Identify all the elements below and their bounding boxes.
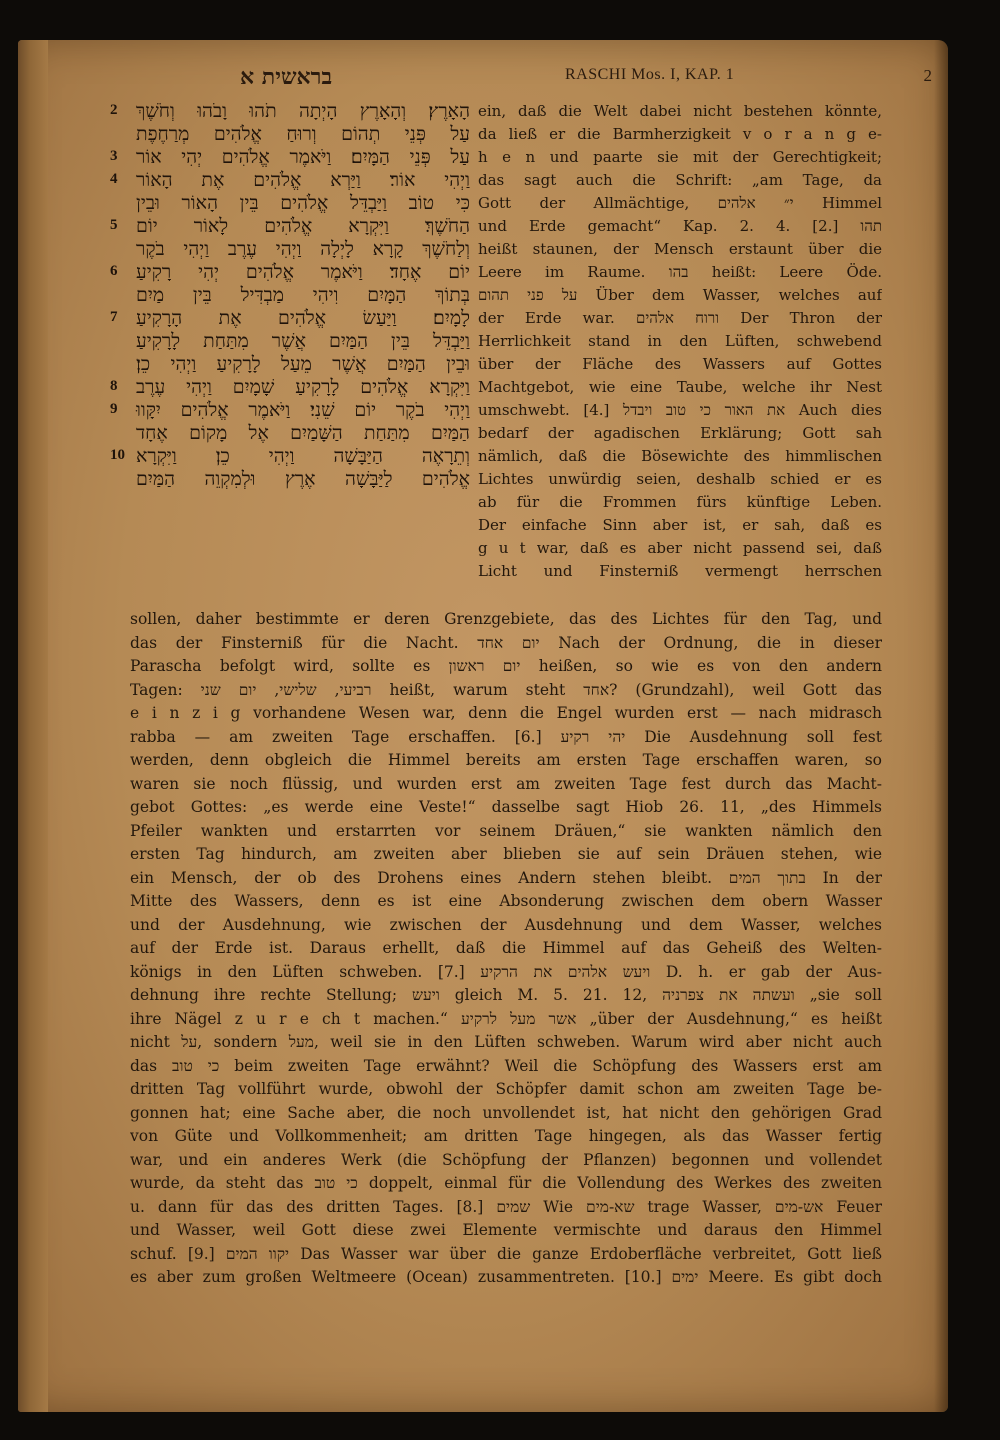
hebrew-line — [110, 192, 470, 215]
commentary-line: heißt staunen, der Mensch erstaunt über die — [478, 240, 882, 258]
verse-number: 9 — [110, 401, 118, 417]
hebrew-line — [110, 238, 470, 261]
verse-number: 3 — [110, 148, 118, 164]
verse-number: 5 — [110, 217, 118, 233]
commentary-line: wurde, da steht das כי טוב doppelt, einmal für die Vollendung des Werkes des zweiten — [130, 1174, 882, 1192]
commentary-line: auf der Erde ist. Daraus erhellt, daß die Himmel auf das Geheiß des Welten- — [130, 939, 882, 957]
commentary-line: nicht על, sondern מעל, weil sie in den Lüften schweben. Warum wird aber nicht auch — [130, 1033, 882, 1051]
commentary-line: da ließ er die Barmherzigkeit v o r a n g e- — [478, 125, 882, 143]
commentary-line: rabba — am zweiten Tage erschaffen. [6.] יהי רקיע Die Ausdehnung soll fest — [130, 727, 882, 746]
hebrew-title: בראשית א — [240, 64, 333, 90]
commentary-line: das der Finsterniß für die Nacht. יום אחד Nach der Ordnung, die in dieser — [130, 633, 882, 652]
commentary-line: war, und ein anderes Werk (die Schöpfung der Pflanzen) begonnen und vollendet — [130, 1150, 882, 1169]
commentary-line: ein, daß die Welt dabei nicht bestehen könnte, — [478, 102, 882, 120]
commentary-line: u. dann für das des dritten Tages. [8.] שמים Wie שא-מים trage Wasser, אש-מים Feuer — [130, 1197, 882, 1216]
commentary-line: g u t war, daß es aber nicht passend sei, daß — [478, 539, 882, 557]
commentary-line: gonnen hat; eine Sache aber, die noch unvollendet ist, hat nicht den gehörigen Grad — [130, 1103, 882, 1122]
commentary-line: über der Fläche des Wassers auf Gottes — [478, 355, 882, 373]
verse-number: 8 — [110, 378, 118, 394]
commentary-line: das sagt auch die Schrift: „am Tage, da — [478, 171, 882, 189]
commentary-line: dehnung ihre rechte Stellung; ויעש gleich M. 5. 21. 12, ועשתה את צפרניה „sie soll — [130, 986, 882, 1004]
running-head: RASCHI Mos. I, KAP. 1 — [565, 66, 735, 83]
hebrew-verse-text: לָמָיִם׃ וַיַּעַשׂ אֱלֹהִים אֶת הָרָקִיעַ — [136, 307, 470, 329]
hebrew-line — [110, 376, 470, 399]
hebrew-line — [110, 330, 470, 353]
commentary-line: Parascha befolgt wird, sollte es יום ראשון heißen, so wie es von den andern — [130, 657, 882, 675]
commentary-line: das כי טוב beim zweiten Tage erwähnt? Weil die Schöpfung des Wassers erst am — [130, 1056, 882, 1075]
commentary-line: Pfeiler wankten und erstarrten vor seinem Dräuen,“ sie wankten nämlich den — [130, 821, 882, 840]
hebrew-line — [110, 100, 470, 123]
hebrew-verse-text: וַיְהִי בֹקֶר יוֹם שֵׁנִי׃ וַיֹּאמֶר אֱלֹהִים יִקָּווּ — [136, 399, 470, 421]
commentary-line: dritten Tag vollführt wurde, obwohl der Schöpfer damit schon am zweiten Tage be- — [130, 1080, 882, 1098]
page-edge — [934, 40, 948, 1412]
commentary-line: sollen, daher bestimmte er deren Grenzgebiete, das des Lichtes für den Tag, und — [130, 610, 882, 628]
commentary-line: ersten Tag hindurch, am zweiten aber blieben sie auf sein Dräuen stehen, wie — [130, 845, 882, 863]
hebrew-text-block — [110, 100, 470, 608]
commentary-line: Der einfache Sinn aber ist, er sah, daß es — [478, 516, 882, 534]
commentary-line: es aber zum großen Weltmeere (Ocean) zusammentreten. [10.] ימים Meere. Es gibt doch — [130, 1268, 882, 1286]
commentary-line: werden, denn obgleich die Himmel bereits am ersten Tage erschaffen waren, so — [130, 751, 882, 769]
commentary-line: und Wasser, weil Gott diese zwei Elemente vermischte und daraus den Himmel — [130, 1221, 882, 1239]
commentary-line: ein Mensch, der ob des Drohens eines Andern stehen bleibt. בתוך המים In der — [130, 868, 882, 887]
commentary-column — [478, 100, 882, 583]
hebrew-verse-text: וְלַחֹשֶׁךְ קָרָא לָיְלָה וַיְהִי עֶרֶב וַיְהִי בֹקֶר — [136, 238, 470, 260]
hebrew-verse-text: בְּתוֹךְ הַמָּיִם וִיהִי מַבְדִּיל בֵּין מַיִם — [136, 284, 470, 306]
hebrew-verse-text: עַל פְּנֵי הַמָּיִם׃ וַיֹּאמֶר אֱלֹהִים יְהִי אוֹר — [136, 146, 470, 168]
verse-number: 2 — [110, 102, 118, 118]
commentary-line: nämlich, daß die Bösewichte des himmlischen — [478, 447, 882, 465]
commentary-line: gebot Gottes: „es werde eine Veste!“ dasselbe sagt Hiob 26. 11, „des Himmels — [130, 798, 882, 816]
commentary-line: Mitte des Wassers, denn es ist eine Absonderung zwischen dem obern Wasser — [130, 892, 882, 910]
commentary-line: Herrlichkeit stand in den Lüften, schwebend — [478, 332, 882, 350]
commentary-line: h e n und paarte sie mit der Gerechtigkeit; — [478, 148, 882, 166]
commentary-line: Licht und Finsterniß vermengt herrschen — [478, 562, 882, 580]
commentary-line: waren sie noch flüssig, und wurden erst am zweiten Tage fest durch das Macht- — [130, 774, 882, 793]
verse-number: 4 — [110, 171, 118, 187]
page-number: 2 — [923, 66, 932, 85]
commentary-line: bedarf der agadischen Erklärung; Gott sah — [478, 424, 882, 442]
commentary-line: umschwebt. [4.] את האור כי טוב ויבדל Auch dies — [478, 401, 882, 419]
hebrew-verse-text: יוֹם אֶחָד׃ וַיֹּאמֶר אֱלֹהִים יְהִי רָקִיעַ — [136, 261, 470, 283]
commentary-line: und Erde gemacht“ Kap. 2. 4. [2.] תהו — [478, 217, 882, 235]
commentary-line: Lichtes unwürdig seien, deshalb schied er es — [478, 470, 882, 488]
commentary-line: e i n z i g vorhandene Wesen war, denn die Engel wurden erst — nach midrasch — [130, 704, 882, 722]
page-header — [130, 64, 950, 94]
verse-number: 7 — [110, 309, 118, 325]
hebrew-line — [110, 399, 470, 422]
hebrew-verse-text: עַל פְּנֵי תְהוֹם וְרוּחַ אֱלֹהִים מְרַחֶפֶת — [136, 123, 470, 145]
hebrew-line — [110, 307, 470, 330]
verse-number: 6 — [110, 263, 118, 279]
hebrew-verse-text: וַיְהִי אוֹר׃ וַיַּרְא אֱלֹהִים אֶת הָאוֹר — [136, 169, 470, 191]
commentary-line: ihre Nägel z u r e ch t machen.“ אשר מעל לרקיע „über der Ausdehnung,“ es heißt — [130, 1009, 882, 1028]
verse-number: 10 — [110, 447, 125, 463]
hebrew-line — [110, 445, 470, 468]
hebrew-verse-text: הַחֹשֶׁךְ׃ וַיִּקְרָא אֱלֹהִים לָאוֹר יוֹם — [136, 215, 470, 237]
hebrew-verse-text: וּבֵין הַמַּיִם אֲשֶׁר מֵעַל לָרָקִיעַ וַיְהִי כֵן׃ — [136, 353, 470, 375]
commentary-line: königs in den Lüften schweben. [7.] ויעש אלהים את הרקיע D. h. er gab der Aus- — [130, 962, 882, 981]
commentary-line: der Erde war. ורוח אלהים Der Thron der — [478, 309, 882, 327]
hebrew-verse-text: וְתֵרָאֶה הַיַּבָּשָׁה וַיְהִי כֵן׃ וַיִּקְרָא — [136, 445, 470, 467]
commentary-line: und der Ausdehnung, wie zwischen der Ausdehnung und dem Wasser, welches — [130, 915, 882, 934]
commentary-line: Tagen: רביעי, שלישי, יום שני heißt, warum steht אחד? (Grundzahl), weil Gott das — [130, 680, 882, 699]
page-spine — [18, 40, 48, 1412]
commentary-line: Gott der Allmächtige, י״ אלהים Himmel — [478, 194, 882, 212]
hebrew-line — [110, 215, 470, 238]
hebrew-line — [110, 123, 470, 146]
hebrew-line — [110, 261, 470, 284]
hebrew-line — [110, 169, 470, 192]
commentary-line: Machtgebot, wie eine Taube, welche ihr Nest — [478, 378, 882, 396]
commentary-full-width — [130, 608, 882, 1290]
hebrew-line — [110, 468, 470, 491]
hebrew-line — [110, 284, 470, 307]
hebrew-verse-text: וַיִּקְרָא אֱלֹהִים לָרָקִיעַ שָׁמָיִם וַיְהִי עֶרֶב — [136, 376, 470, 398]
hebrew-line — [110, 422, 470, 445]
hebrew-verse-text: אֱלֹהִים לַיַּבָּשָׁה אֶרֶץ וּלְמִקְוֵה הַמַּיִם — [136, 468, 470, 490]
commentary-line: Leere im Raume. בהו heißt: Leere Öde. — [478, 263, 882, 281]
hebrew-verse-text: כִּי טוֹב וַיַּבְדֵּל אֱלֹהִים בֵּין הָאוֹר וּבֵין — [136, 192, 470, 214]
hebrew-verse-text: הַמַּיִם מִתַּחַת הַשָּׁמַיִם אֶל מָקוֹם אֶחָד — [136, 422, 470, 444]
commentary-line: על פני תהום Über dem Wasser, welches auf — [478, 286, 882, 304]
commentary-line: ab für die Frommen fürs künftige Leben. — [478, 493, 882, 511]
commentary-line: von Güte und Vollkommenheit; am dritten Tage hingegen, als das Wasser fertig — [130, 1127, 882, 1145]
commentary-line: schuf. [9.] יקוו המים Das Wasser war über die ganze Erdoberfläche verbreitet, Gott ließ — [130, 1244, 882, 1263]
hebrew-line — [110, 146, 470, 169]
hebrew-verse-text: וַיַּבְדֵּל בֵּין הַמַּיִם אֲשֶׁר מִתַּחַת לָרָקִיעַ — [136, 330, 470, 352]
hebrew-verse-text: הָאָרֶץ׃ וְהָאָרֶץ הָיְתָה תֹהוּ וָבֹהוּ וְחֹשֶׁךְ — [136, 100, 470, 122]
hebrew-line — [110, 353, 470, 376]
